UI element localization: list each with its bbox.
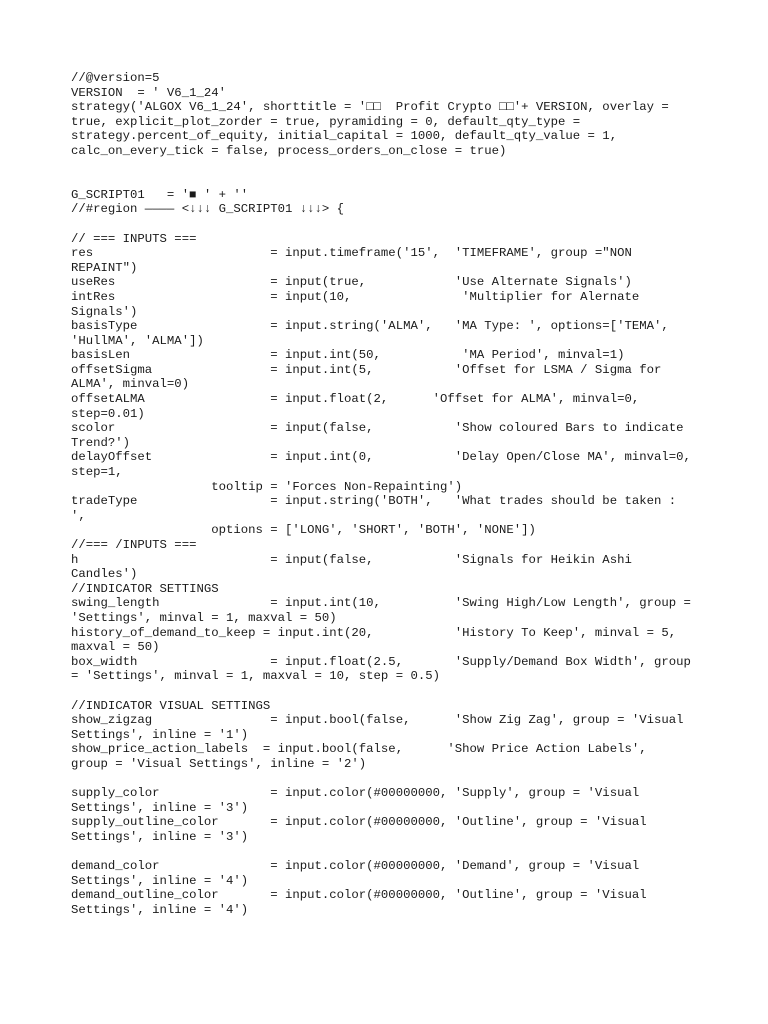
code-line: swing_length = input.int(10, 'Swing High/Low Length', group =: [71, 596, 691, 611]
code-line: useRes = input(true, 'Use Alternate Signals'): [71, 275, 632, 290]
code-line: offsetALMA = input.float(2, 'Offset for ALMA', minval=0,: [71, 392, 640, 407]
code-line: supply_outline_color = input.color(#00000000, 'Outline', group = 'Visual: [71, 815, 647, 830]
code-line: Settings', inline = '3'): [71, 829, 249, 844]
code-line: VERSION = ' V6_1_24': [71, 85, 226, 100]
code-line: delayOffset = input.int(0, 'Delay Open/Close MA', minval=0,: [71, 450, 691, 465]
code-line: true, explicit_plot_zorder = true, pyramiding = 0, default_qty_type =: [71, 114, 581, 129]
code-line: basisType = input.string('ALMA', 'MA Type: ', options=['TEMA',: [71, 319, 669, 334]
code-line: scolor = input(false, 'Show coloured Bars to indicate: [71, 421, 684, 436]
code-document: [71, 71, 711, 917]
code-line: Signals'): [71, 304, 138, 319]
code-line: h = input(false, 'Signals for Heikin Ashi: [71, 552, 632, 567]
code-line: //=== /INPUTS ===: [71, 538, 197, 552]
code-line: ALMA', minval=0): [71, 377, 190, 392]
code-line: box_width = input.float(2.5, 'Supply/Demand Box Width', group: [71, 654, 691, 669]
code-line: // === INPUTS ===: [71, 231, 197, 246]
code-line: group = 'Visual Settings', inline = '2'): [71, 756, 367, 771]
code-line: demand_outline_color = input.color(#00000000, 'Outline', group = 'Visual: [71, 888, 647, 903]
code-line: basisLen = input.int(50, 'MA Period', minval=1): [71, 348, 625, 363]
code-line: supply_color = input.color(#00000000, 'Supply', group = 'Visual: [71, 786, 640, 801]
code-line: Settings', inline = '4'): [71, 902, 249, 917]
code-line: REPAINT"): [71, 260, 138, 275]
code-line: //INDICATOR VISUAL SETTINGS: [71, 698, 271, 713]
code-line: show_zigzag = input.bool(false, 'Show Zig Zag', group = 'Visual: [71, 713, 684, 728]
code-line: offsetSigma = input.int(5, 'Offset for LSMA / Sigma for: [71, 362, 662, 377]
code-line: step=0.01): [71, 406, 145, 421]
code-line: tooltip = 'Forces Non-Repainting'): [71, 479, 463, 494]
code-line: options = ['LONG', 'SHORT', 'BOTH', 'NONE']): [71, 523, 536, 538]
code-line: 'Settings', minval = 1, maxval = 50): [71, 610, 337, 625]
code-line: Settings', inline = '1'): [71, 727, 249, 742]
code-line: strategy('ALGOX V6_1_24', shorttitle = '□□ Profit Crypto □□'+ VERSION, overlay =: [71, 100, 669, 115]
code-line: maxval = 50): [71, 640, 160, 655]
code-line: res = input.timeframe('15', 'TIMEFRAME', group ="NON: [71, 246, 632, 261]
code-line: [71, 684, 711, 699]
code-line: [71, 772, 711, 787]
code-line: intRes = input(10, 'Multiplier for Alernate: [71, 289, 640, 304]
code-line: Settings', inline = '4'): [71, 873, 249, 888]
code-line: Candles'): [71, 567, 138, 582]
code-line: step=1,: [71, 465, 123, 480]
code-line: Settings', inline = '3'): [71, 800, 249, 815]
code-line: ',: [71, 508, 86, 523]
code-line: G_SCRIPT01 = '■ ' + '': [71, 187, 249, 202]
code-line: strategy.percent_of_equity, initial_capital = 1000, default_qty_value = 1,: [71, 129, 618, 144]
code-line: [71, 217, 711, 232]
code-line: [71, 173, 711, 188]
code-line: //@version=5: [71, 71, 160, 85]
code-line: //INDICATOR SETTINGS: [71, 581, 219, 596]
code-line: demand_color = input.color(#00000000, 'Demand', group = 'Visual: [71, 859, 640, 874]
code-line: = 'Settings', minval = 1, maxval = 10, step = 0.5): [71, 669, 440, 684]
code-line: [71, 844, 711, 859]
code-line: //#region ———— <↓↓↓ G_SCRIPT01 ↓↓↓> {: [71, 202, 345, 217]
code-line: Trend?'): [71, 435, 131, 450]
code-line: [71, 159, 711, 174]
code-line: 'HullMA', 'ALMA']): [71, 333, 204, 348]
code-line: calc_on_every_tick = false, process_orders_on_close = true): [71, 143, 507, 158]
code-line: history_of_demand_to_keep = input.int(20, 'History To Keep', minval = 5,: [71, 625, 677, 640]
code-line: show_price_action_labels = input.bool(false, 'Show Price Action Labels',: [71, 742, 647, 757]
code-line: tradeType = input.string('BOTH', 'What trades should be taken :: [71, 494, 677, 509]
